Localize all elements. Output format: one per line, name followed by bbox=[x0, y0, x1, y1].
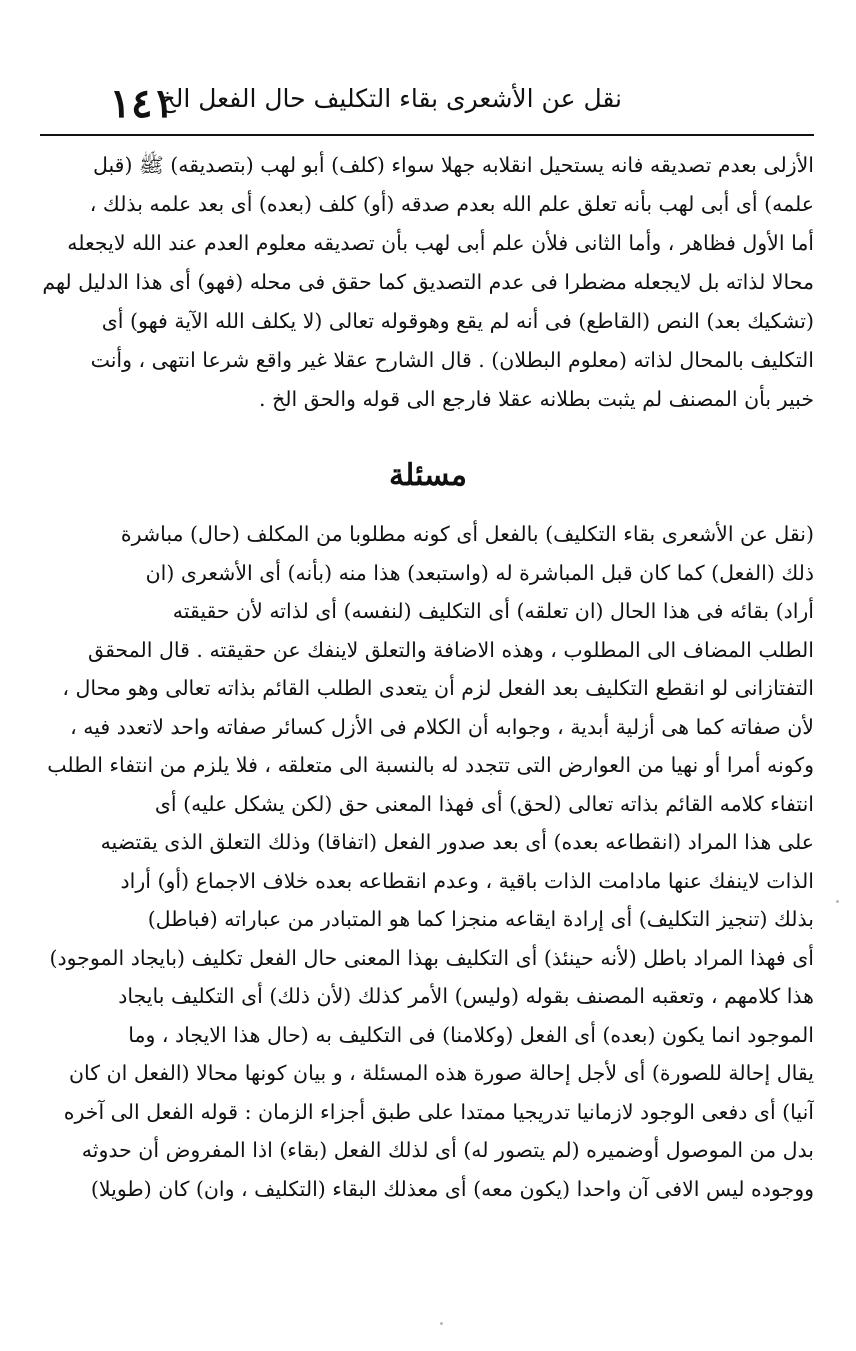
text-line: محالا لذاته بل لايجعله مضطرا فى عدم التصديق كما حقق فى محله (فهو) أى هذا الدليل لهم bbox=[42, 270, 814, 294]
header-rule bbox=[40, 134, 814, 136]
text-line: يقال إحالة للصورة) أى لأجل إحالة صورة هذه المسئلة ، و بيان كونها محالا (الفعل ان كان bbox=[69, 1061, 814, 1085]
text-line: التكليف بالمحال لذاته (معلوم البطلان) . قال الشارح عقلا غير واقع شرعا انتهى ، وأنت bbox=[90, 348, 814, 372]
text-line: ووجوده ليس الافى آن واحدا (يكون معه) أى معذلك البقاء (التكليف ، وان) كان (طويلا) bbox=[90, 1176, 814, 1201]
text-line: لأن صفاته كما هى أزلية أبدية ، وجوابه أن الكلام فى الأزل كسائر صفاته واحد لاتعدد فيه ، bbox=[70, 714, 814, 739]
text-line: التفتازانى لو انقطع التكليف بعد الفعل لزم أن يتعدى الطلب القائم بذاته تعالى وهو محال ، bbox=[62, 676, 814, 700]
text-line: (تشكيك بعد) النص (القاطع) فى أنه لم يقع وهوقوله تعالى (لا يكلف الله الآية فهو) أى bbox=[101, 309, 814, 333]
text-line: الذات لاينفك عنها مادامت الذات باقية ، وعدم انقطاعه بعده خلاف الاجماع (أو) أراد bbox=[120, 868, 814, 893]
text-line: وكونه أمرا أو نهيا من العوارض التى تتجدد له بالنسبة الى متعلقه ، فلا يلزم من انتفاء الطلب bbox=[47, 753, 814, 777]
text-line: خبير بأن المصنف لم يثبت بطلانه عقلا فارجع الى قوله والحق الخ . bbox=[259, 387, 814, 411]
text-line: بدل من الموصول أوضميره (لم يتصور له) أى لذلك الفعل (بقاء) اذا المفروض أن حدوثه bbox=[81, 1138, 814, 1162]
text-line: هذا كلامهم ، وتعقبه المصنف بقوله (وليس) الأمر كذلك (لأن ذلك) أى التكليف بايجاد bbox=[118, 984, 814, 1008]
page-number: ١٤١ bbox=[109, 80, 174, 127]
text-line: أى فهذا المراد باطل (لأنه حينئذ) أى التكليف بهذا المعنى حال الفعل تكليف (بايجاد الموجود) bbox=[49, 945, 814, 970]
section-heading: مسئلة bbox=[389, 458, 467, 493]
text-line: أراد) بقائه فى هذا الحال (ان تعلقه) أى التكليف (لنفسه) أى لذاته لأن حقيقته bbox=[172, 599, 814, 623]
text-line: بذلك (تنجيز التكليف) أى إرادة ايقاعه منجزا كما هو المتبادر من عباراته (فباطل) bbox=[147, 907, 814, 931]
text-line: الأزلى بعدم تصديقه فانه يستحيل انقلابه جهلا سواء (كلف) أبو لهب (بتصديقه) ﷺ (قبل bbox=[92, 153, 814, 177]
running-header-title: نقل عن الأشعرى بقاء التكليف حال الفعل الخ bbox=[159, 84, 622, 113]
text-line: آنيا) أى دفعى الوجود لازمانيا تدريجيا ممتدا على طبق أجزاء الزمان : قوله الفعل الى آخره bbox=[63, 1099, 814, 1124]
text-line: علمه) أى أبى لهب بأنه تعلق علم الله بعدم صدقه (أو) كلف (بعده) أى بعد علمه بذلك ، bbox=[89, 192, 814, 216]
page-header bbox=[42, 78, 812, 136]
text-line: على هذا المراد (انقطاعه بعده) أى بعد صدور الفعل (اتفاقا) وذلك التعلق الذى يقتضيه bbox=[100, 830, 814, 854]
scan-speck bbox=[440, 1322, 443, 1325]
text-line: الطلب المضاف الى المطلوب ، وهذه الاضافة والتعلق لاينفك عن حقيقته . قال المحقق bbox=[87, 637, 814, 662]
text-line: (نقل عن الأشعرى بقاء التكليف) بالفعل أى كونه مطلوبا من المكلف (حال) مباشرة bbox=[120, 522, 814, 546]
paragraph-masala bbox=[42, 515, 814, 1208]
text-line: ذلك (الفعل) كما كان قبل المباشرة له (واستبعد) هذا منه (بأنه) أى الأشعرى (ان bbox=[145, 560, 814, 585]
text-line: انتفاء كلامه القائم بذاته تعالى (لحق) أى فهذا المعنى حق (لكن يشكل عليه) أى bbox=[154, 791, 814, 816]
scan-speck bbox=[836, 900, 839, 903]
text-line: الموجود انما يكون (بعده) أى الفعل (وكلامنا) فى التكليف به (حال هذا الايجاد ، وما bbox=[128, 1022, 814, 1047]
paragraph-continuation bbox=[42, 146, 814, 419]
text-line: أما الأول فظاهر ، وأما الثانى فلأن علم أبى لهب بأن تصديقه معلوم العدم عند الله لايجعله bbox=[67, 231, 814, 255]
